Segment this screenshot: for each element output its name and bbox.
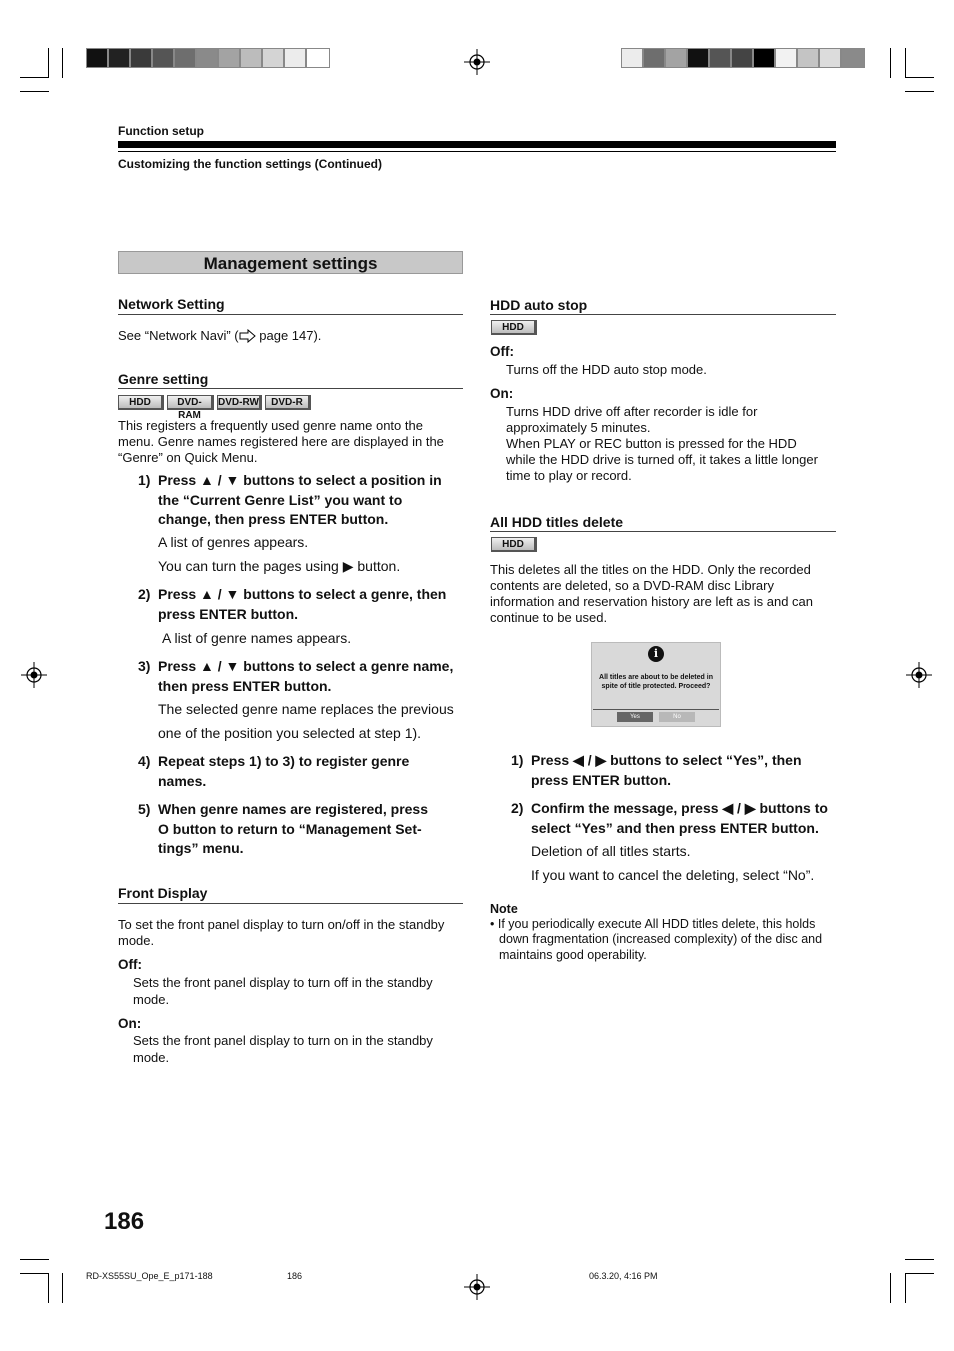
footer-file: RD-XS55SU_Ope_E_p171-188: [86, 1271, 213, 1281]
step-description: You can turn the pages using ▶ button.: [158, 558, 401, 574]
swatch: [709, 48, 731, 68]
swatch: [218, 48, 240, 68]
swatch: [130, 48, 152, 68]
step-description: A list of genres appears.: [158, 534, 309, 550]
all-hdd-titles-delete-heading: All HDD titles delete: [490, 514, 624, 530]
dvd-rw-badge: DVD-RW: [217, 395, 262, 410]
step-text: change, then press ENTER button.: [158, 511, 389, 527]
genre-step: [138, 800, 468, 860]
note-line: down fragmentation (increased complexity) of the disc and: [499, 932, 823, 946]
front-intro-line: To set the front panel display to turn on/off in the standby: [118, 917, 445, 932]
swatch: [753, 48, 775, 68]
dvd-r-badge: DVD-R: [265, 395, 311, 410]
network-setting-text: [118, 328, 321, 344]
dialog-message-line: All titles are about to be deleted in: [599, 674, 713, 681]
step-text: press ENTER button.: [158, 605, 299, 622]
step-description: The selected genre name replaces the previous: [158, 701, 454, 717]
section-title: Function setup: [118, 124, 204, 138]
hdd-stop-on-line: Turns HDD drive off after recorder is idle for: [506, 404, 758, 419]
hdd-badge: HDD: [491, 537, 537, 552]
swatch: [731, 48, 753, 68]
network-text-before: See “Network Navi” (: [118, 328, 239, 343]
delete-step: [511, 751, 841, 791]
step-text: O button to return to “Management Set-: [158, 820, 422, 837]
footer-date: 06.3.20, 4:16 PM: [589, 1271, 658, 1281]
swatch: [174, 48, 196, 68]
step-text: Confirm the message, press ◀ / ▶ buttons to: [531, 800, 828, 816]
management-settings-banner: [118, 251, 463, 274]
registration-mark-icon: [906, 662, 932, 688]
step-text: Repeat steps 1) to 3) to register genre: [158, 753, 410, 769]
swatch: [284, 48, 306, 68]
delete-intro-line: continue to be used.: [490, 610, 608, 625]
swatch: [196, 48, 218, 68]
step-description: If you want to cancel the deleting, select “No”.: [531, 867, 815, 883]
dialog-separator: [593, 709, 719, 710]
genre-intro-line: “Genre” on Quick Menu.: [118, 450, 258, 465]
step-description: one of the position you selected at step 1).: [158, 725, 422, 741]
swatch: [687, 48, 709, 68]
swatch: [841, 48, 865, 68]
header-rule: [118, 141, 836, 148]
front-on-label: On:: [118, 1016, 142, 1031]
swatch: [775, 48, 797, 68]
dialog-no-button: No: [659, 712, 695, 722]
note-line: maintains good operability.: [499, 948, 647, 962]
step-text: press ENTER button.: [531, 771, 672, 788]
hdd-stop-on-line: approximately 5 minutes.: [506, 420, 651, 435]
step-number: 1): [511, 752, 524, 768]
swatch: [240, 48, 262, 68]
step-text: Press ▲ / ▼ buttons to select a position in: [158, 472, 442, 488]
hdd-badge: HDD: [118, 395, 164, 410]
front-off-line: mode.: [133, 992, 170, 1007]
swatch: [86, 48, 108, 68]
swatch: [306, 48, 330, 68]
swatch: [108, 48, 130, 68]
step-text: Press ▲ / ▼ buttons to select a genre, then: [158, 586, 447, 602]
delete-intro-line: This deletes all the titles on the HDD. Only the recorded: [490, 562, 811, 577]
swatch: [665, 48, 687, 68]
delete-step: [511, 799, 841, 839]
genre-step: [138, 471, 468, 531]
hdd-stop-on-line: time to play or record.: [506, 468, 632, 483]
confirm-dialog-illustration: [591, 642, 721, 727]
registration-mark-icon: [21, 662, 47, 688]
heading-underline: [118, 388, 463, 389]
heading-underline: [490, 314, 836, 315]
heading-underline: [118, 903, 463, 904]
front-off-label: Off:: [118, 957, 142, 972]
swatch: [819, 48, 841, 68]
step-number: 4): [138, 753, 151, 769]
step-text: Press ◀ / ▶ buttons to select “Yes”, then: [531, 752, 802, 768]
note-label: Note: [490, 902, 518, 916]
hdd-stop-on-line: When PLAY or REC button is pressed for the HDD: [506, 436, 797, 451]
network-setting-heading: Network Setting: [118, 296, 225, 312]
step-text: then press ENTER button.: [158, 677, 332, 694]
delete-intro-line: contents are deleted, so a DVD-RAM disc Library: [490, 578, 774, 593]
registration-mark-icon: [464, 49, 490, 75]
hdd-stop-on-line: while the HDD drive is turned off, it takes a little longer: [506, 452, 818, 467]
swatch: [262, 48, 284, 68]
swatch: [621, 48, 643, 68]
step-number: 5): [138, 801, 151, 817]
front-on-line: Sets the front panel display to turn on in the standby: [133, 1033, 433, 1048]
network-text-after: page 147).: [255, 328, 322, 343]
dialog-message-line: spite of title protected. Proceed?: [601, 683, 711, 690]
header-rule-thin: [118, 151, 836, 152]
dvd-ram-badge: DVD-RAM: [167, 395, 214, 410]
genre-step: [138, 585, 468, 625]
hdd-stop-off-text: Turns off the HDD auto stop mode.: [506, 362, 707, 377]
registration-mark-icon: [464, 1274, 490, 1300]
hdd-stop-off-label: Off:: [490, 344, 514, 359]
banner-title: Management settings: [203, 254, 378, 273]
step-number: 3): [138, 658, 151, 674]
front-on-line: mode.: [133, 1050, 170, 1065]
delete-intro-line: information and reservation history are left as is and can: [490, 594, 814, 609]
swatch: [797, 48, 819, 68]
step-number: 2): [138, 586, 151, 602]
heading-underline: [118, 314, 463, 315]
genre-step: [138, 657, 468, 697]
genre-intro-line: menu. Genre names registered here are displayed in the: [118, 434, 444, 449]
page-number: 186: [104, 1208, 145, 1235]
front-intro-line: mode.: [118, 933, 155, 948]
swatch: [643, 48, 665, 68]
heading-underline: [490, 531, 836, 532]
genre-setting-heading: Genre setting: [118, 371, 209, 387]
dialog-message: [594, 673, 718, 691]
front-display-heading: Front Display: [118, 885, 208, 901]
swatch: [152, 48, 174, 68]
info-icon: i: [648, 646, 664, 662]
step-text: Press ▲ / ▼ buttons to select a genre name,: [158, 658, 454, 674]
step-text: tings” menu.: [158, 840, 244, 856]
genre-intro-line: This registers a frequently used genre name onto the: [118, 418, 423, 433]
hdd-auto-stop-heading: HDD auto stop: [490, 297, 588, 313]
dialog-yes-button: Yes: [617, 712, 653, 722]
note-line: • If you periodically execute All HDD titles delete, this holds: [490, 917, 816, 931]
step-text: names.: [158, 772, 207, 789]
step-text: When genre names are registered, press: [158, 801, 428, 817]
front-off-line: Sets the front panel display to turn off in the standby: [133, 975, 433, 990]
step-description: A list of genre names appears.: [162, 630, 352, 646]
genre-step: [138, 752, 468, 792]
step-description: Deletion of all titles starts.: [531, 843, 691, 859]
step-number: 2): [511, 800, 524, 816]
hdd-stop-on-label: On:: [490, 386, 514, 401]
step-number: 1): [138, 472, 151, 488]
step-text: the “Current Genre List” you want to: [158, 491, 403, 508]
step-text: select “Yes” and then press ENTER button.: [531, 819, 819, 836]
subsection-title: Customizing the function settings (Continued): [118, 157, 382, 171]
page-reference-arrow-icon: [239, 329, 256, 343]
hdd-badge: HDD: [491, 320, 537, 335]
footer-page: 186: [287, 1271, 303, 1281]
